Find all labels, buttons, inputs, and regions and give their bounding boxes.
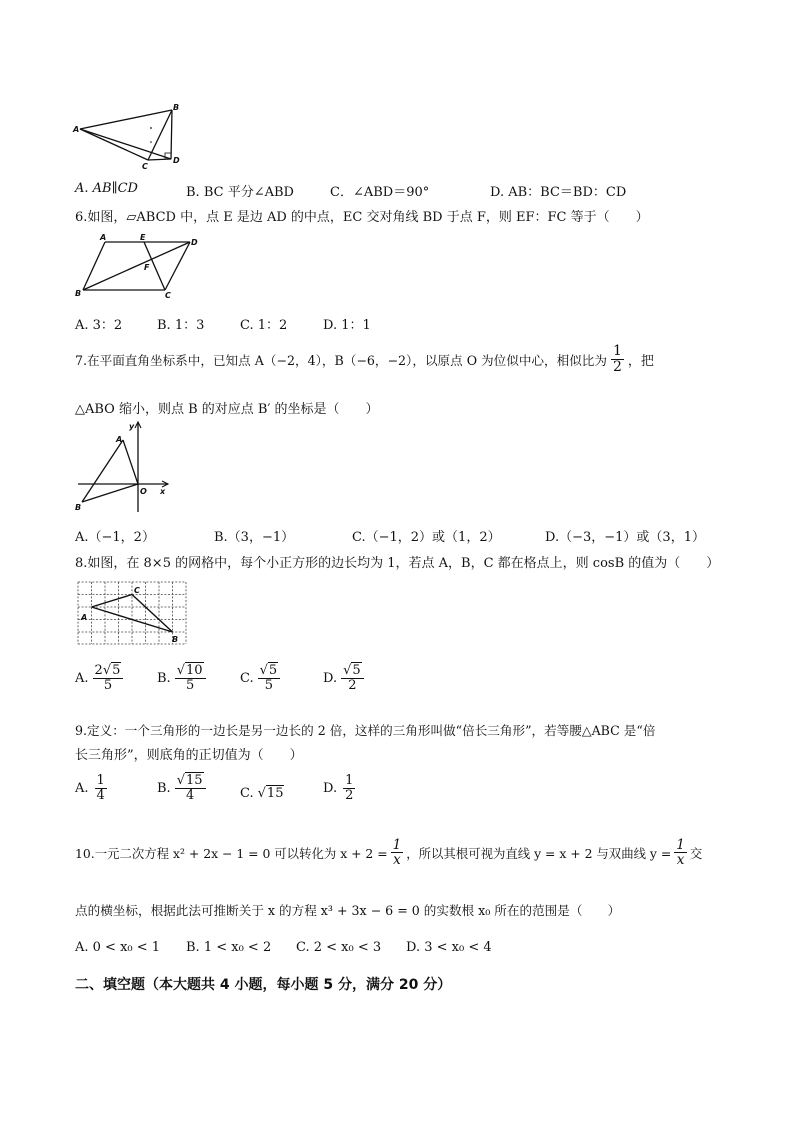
q8-option-d-rad: 5 bbox=[352, 663, 361, 678]
q8-option-d-label: D. bbox=[323, 670, 338, 686]
q5-option-a[interactable]: A. AB∥CD bbox=[75, 181, 138, 196]
q7-option-c[interactable]: C.（−1，2）或（1，2） bbox=[352, 530, 501, 545]
q9-option-b-den: 4 bbox=[185, 787, 195, 803]
q8-option-b-rad: 10 bbox=[185, 663, 203, 678]
q9-option-c-sqrt: √15 bbox=[257, 786, 284, 801]
q10-stem-b: ，所以其根可视为直线 y = x + 2 与双曲线 y = bbox=[406, 845, 672, 861]
fig6-label-f: F bbox=[144, 263, 150, 272]
q10-option-c[interactable]: C. 2 < x₀ < 3 bbox=[296, 940, 382, 955]
q7-option-a[interactable]: A.（−1，2） bbox=[75, 530, 155, 545]
q9-option-a-num: 1 bbox=[96, 773, 105, 788]
q10-frac-2-num: 1 bbox=[676, 837, 685, 853]
q8-option-b-label: B. bbox=[157, 670, 171, 686]
q8-option-a-rad: 5 bbox=[112, 663, 121, 678]
q10-frac-2-den: x bbox=[676, 852, 685, 869]
q8-figure bbox=[76, 578, 188, 648]
q10-stem-a: 10.一元二次方程 x² + 2x − 1 = 0 可以转化为 x + 2 = bbox=[75, 845, 388, 861]
q9-option-a[interactable] bbox=[75, 774, 107, 802]
q8-option-b-den: 5 bbox=[185, 677, 195, 693]
fig5-label-b: B bbox=[173, 103, 180, 112]
q9-option-b-label: B. bbox=[157, 780, 171, 796]
q8-option-a-coef: 2 bbox=[94, 663, 103, 678]
q8-option-d-num bbox=[341, 664, 364, 679]
q9-option-a-frac bbox=[95, 774, 107, 802]
q9-stem-line1: 9.定义：一个三角形的一边长是另一边长的 2 倍，这样的三角形叫做“倍长三角形”，若等腰△ABC 是“倍 bbox=[75, 723, 656, 738]
q9-option-b-rad: 15 bbox=[185, 773, 203, 788]
q10-frac-1-den: x bbox=[393, 852, 401, 869]
fig6-label-c: C bbox=[165, 291, 171, 298]
q9-option-b-sqrt: √15 bbox=[176, 773, 203, 788]
q9-option-d-label: D. bbox=[323, 780, 338, 796]
q7-stem-b: ，把 bbox=[627, 353, 654, 369]
q5-option-c[interactable]: C．∠ABD＝90° bbox=[330, 185, 430, 200]
fig5-label-c: C bbox=[142, 162, 148, 170]
q8-option-d-den: 2 bbox=[348, 677, 357, 693]
q7-stem-a: 7.在平面直角坐标系中，已知点 A（−2，4），B（−6，−2），以原点 O 为位似中心，相似比为 bbox=[75, 352, 607, 368]
q9-option-d-frac bbox=[343, 774, 355, 802]
fig7-label-x: x bbox=[160, 487, 166, 496]
q6-figure bbox=[72, 232, 200, 298]
fig6-label-a: A bbox=[100, 233, 107, 242]
section-2-title: 二、填空题（本大题共 4 小题，每小题 5 分，满分 20 分） bbox=[75, 977, 452, 993]
fig8-label-c: C bbox=[134, 586, 140, 595]
q7-stem-line1 bbox=[75, 344, 654, 374]
q5-option-d[interactable]: D. AB：BC＝BD：CD bbox=[490, 185, 627, 200]
q8-option-c-frac bbox=[258, 664, 281, 692]
q6-stem: 6.如图，▱ABCD 中，点 E 是边 AD 的中点，EC 交对角线 BD 于点 F，则 EF：FC 等于（ ） bbox=[75, 210, 649, 225]
q7-ratio bbox=[611, 344, 624, 374]
q8-option-c-rad: 5 bbox=[268, 663, 278, 678]
q8-option-c-sqrt: √5 bbox=[259, 663, 278, 678]
fig5-label-a: A bbox=[73, 125, 80, 134]
q9-option-d[interactable] bbox=[323, 774, 355, 802]
q7-figure bbox=[72, 420, 172, 516]
q8-option-d-sqrt: √5 bbox=[343, 663, 361, 678]
q8-option-b-num bbox=[175, 664, 206, 679]
q7-ratio-num: 1 bbox=[613, 343, 622, 359]
q10-option-a[interactable]: A. 0 < x₀ < 1 bbox=[75, 940, 161, 955]
q10-option-b[interactable]: B. 1 < x₀ < 2 bbox=[186, 940, 272, 955]
q9-option-b-num bbox=[175, 774, 206, 789]
q10-frac-2 bbox=[674, 838, 687, 867]
q8-option-a[interactable] bbox=[75, 664, 123, 692]
fig8-label-b: B bbox=[172, 635, 179, 644]
q10-frac-1 bbox=[391, 838, 404, 867]
fig6-label-d: D bbox=[191, 238, 198, 247]
q7-ratio-den: 2 bbox=[613, 358, 622, 375]
q9-option-d-num: 1 bbox=[345, 773, 354, 788]
q9-option-a-den: 4 bbox=[96, 787, 105, 803]
q8-option-c-num bbox=[258, 664, 281, 679]
q9-option-d-den: 2 bbox=[345, 787, 354, 803]
fig7-label-b: B bbox=[75, 503, 82, 512]
fig6-label-b: B bbox=[75, 289, 82, 298]
q5-figure bbox=[72, 102, 184, 170]
q6-option-c[interactable]: C. 1：2 bbox=[240, 318, 288, 333]
q9-option-c-label: C. bbox=[240, 786, 254, 801]
q8-option-a-frac bbox=[93, 664, 124, 692]
fig7-label-o: O bbox=[140, 487, 147, 496]
q8-option-b-frac bbox=[175, 664, 206, 692]
q10-stem-line2: 点的横坐标，根据此法可推断关于 x 的方程 x³ + 3x − 6 = 0 的实数根 x₀ 所在的范围是（ ） bbox=[75, 903, 621, 918]
q8-option-d[interactable] bbox=[323, 664, 364, 692]
q9-option-b-frac bbox=[175, 774, 206, 802]
q6-option-d[interactable]: D. 1：1 bbox=[323, 318, 371, 333]
q8-option-a-label: A. bbox=[75, 670, 89, 686]
q8-option-c-label: C. bbox=[240, 670, 254, 686]
q5-option-b[interactable]: B. BC 平分∠ABD bbox=[186, 185, 294, 200]
q7-option-d[interactable]: D.（−3，−1）或（3，1） bbox=[545, 530, 705, 545]
fig8-label-a: A bbox=[81, 613, 88, 622]
q8-option-c[interactable] bbox=[240, 664, 280, 692]
q7-option-b[interactable]: B.（3，−1） bbox=[214, 530, 295, 545]
fig6-label-e: E bbox=[140, 233, 146, 242]
fig7-label-a: A bbox=[116, 435, 123, 444]
q8-option-b[interactable] bbox=[157, 664, 206, 692]
q6-option-b[interactable]: B. 1：3 bbox=[157, 318, 205, 333]
q8-option-b-sqrt: √10 bbox=[176, 663, 203, 678]
q8-option-a-sqrt: √5 bbox=[102, 663, 121, 678]
fig5-label-d: D bbox=[173, 156, 180, 165]
q9-option-a-label: A. bbox=[75, 780, 89, 796]
q8-option-d-frac bbox=[341, 664, 364, 692]
q9-option-c-rad: 15 bbox=[266, 786, 284, 801]
q9-option-c[interactable] bbox=[240, 786, 284, 801]
q9-option-b[interactable] bbox=[157, 774, 206, 802]
q8-option-a-den: 5 bbox=[103, 677, 113, 693]
q8-option-a-num bbox=[93, 664, 124, 679]
fig7-label-y: y bbox=[129, 422, 135, 431]
q10-option-d[interactable]: D. 3 < x₀ < 4 bbox=[406, 940, 492, 955]
q10-stem-c: 交 bbox=[689, 845, 703, 861]
q10-frac-1-num: 1 bbox=[392, 837, 402, 853]
q6-option-a[interactable]: A. 3：2 bbox=[75, 318, 123, 333]
q8-stem: 8.如图，在 8×5 的网格中，每个小正方形的边长均为 1，若点 A，B，C 都在格点上，则 cosB 的值为（ ） bbox=[75, 556, 720, 571]
q9-stem-line2: 长三角形”，则底角的正切值为（ ） bbox=[75, 748, 303, 763]
q8-option-c-den: 5 bbox=[264, 677, 274, 693]
q7-stem-c: △ABO 缩小，则点 B 的对应点 B′ 的坐标是（ ） bbox=[75, 402, 379, 417]
q10-stem-line1 bbox=[75, 838, 702, 867]
